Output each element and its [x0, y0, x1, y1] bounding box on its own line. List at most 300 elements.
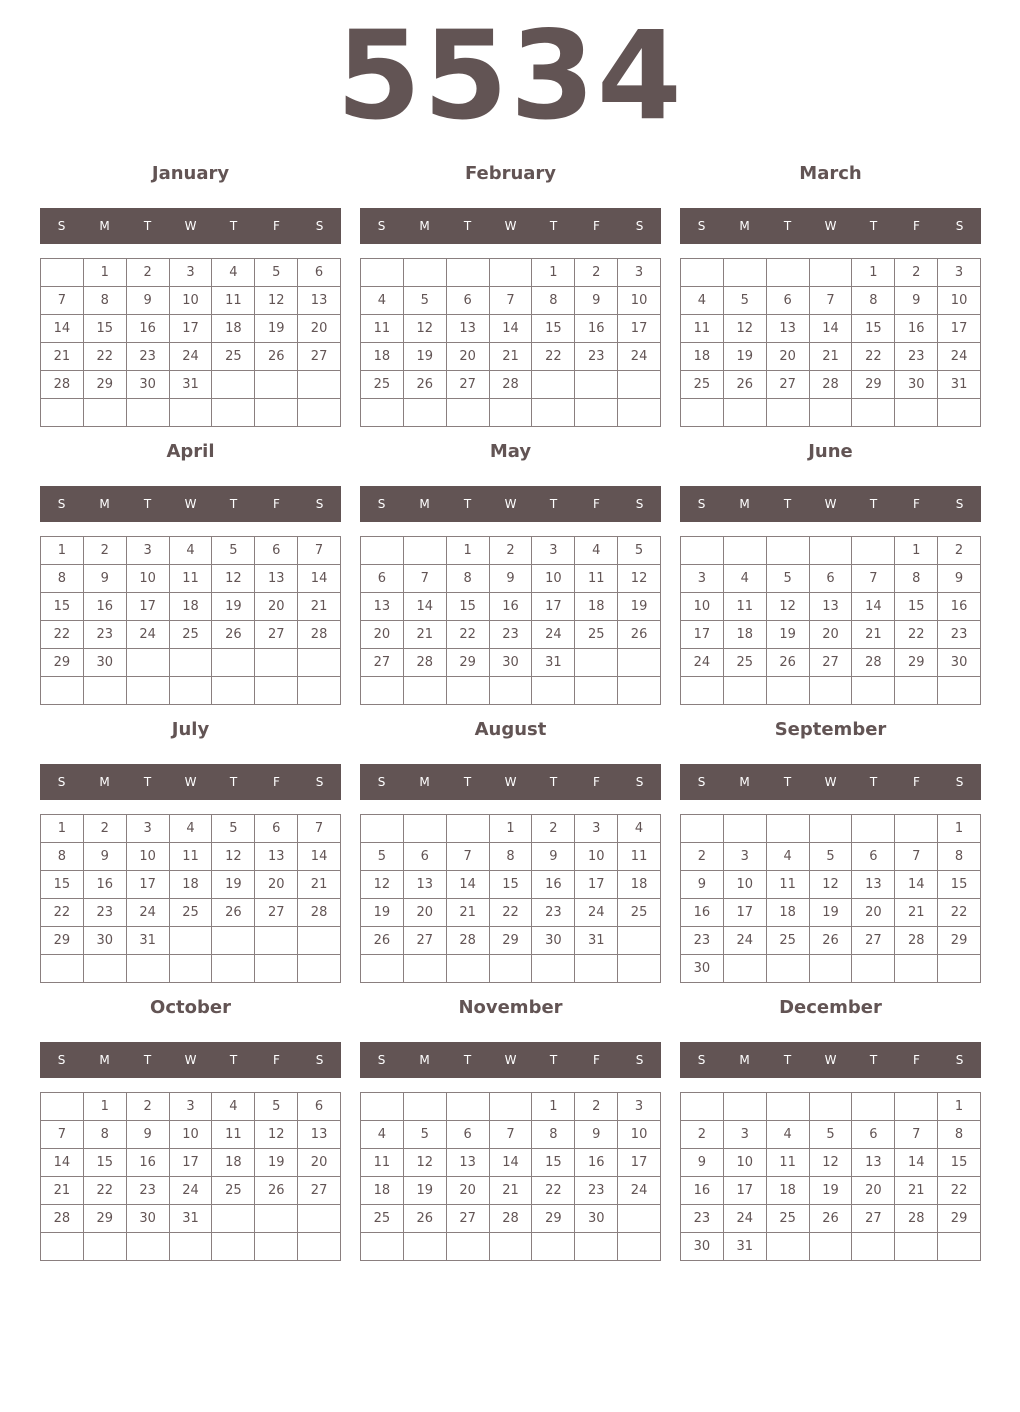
day-cell[interactable]: 26 [212, 621, 255, 649]
day-cell[interactable]: 24 [724, 927, 767, 955]
day-cell[interactable]: 6 [852, 843, 895, 871]
day-cell[interactable]: 20 [361, 621, 404, 649]
day-cell[interactable]: 23 [127, 343, 170, 371]
day-cell[interactable]: 1 [895, 537, 938, 565]
day-cell[interactable]: 13 [361, 593, 404, 621]
day-cell[interactable]: 25 [170, 621, 213, 649]
day-cell[interactable]: 14 [895, 1149, 938, 1177]
day-cell[interactable]: 23 [532, 899, 575, 927]
day-cell[interactable]: 8 [84, 287, 127, 315]
day-cell[interactable]: 19 [255, 1149, 298, 1177]
day-cell[interactable]: 13 [255, 843, 298, 871]
day-cell[interactable]: 22 [490, 899, 533, 927]
day-cell[interactable]: 9 [681, 871, 724, 899]
day-cell[interactable]: 1 [84, 259, 127, 287]
day-cell[interactable]: 9 [532, 843, 575, 871]
day-cell[interactable]: 9 [575, 287, 618, 315]
day-cell[interactable]: 3 [724, 1121, 767, 1149]
day-cell[interactable]: 12 [212, 843, 255, 871]
day-cell[interactable]: 25 [170, 899, 213, 927]
day-cell[interactable]: 6 [255, 537, 298, 565]
day-cell[interactable]: 11 [170, 843, 213, 871]
day-cell[interactable]: 14 [810, 315, 853, 343]
day-cell[interactable]: 16 [575, 1149, 618, 1177]
day-cell[interactable]: 27 [767, 371, 810, 399]
day-cell[interactable]: 10 [681, 593, 724, 621]
day-cell[interactable]: 24 [618, 343, 661, 371]
day-cell[interactable]: 1 [532, 259, 575, 287]
day-cell[interactable]: 22 [852, 343, 895, 371]
day-cell[interactable]: 2 [681, 843, 724, 871]
day-cell[interactable]: 4 [767, 843, 810, 871]
day-cell[interactable]: 12 [404, 315, 447, 343]
day-cell[interactable]: 1 [41, 815, 84, 843]
day-cell[interactable]: 15 [41, 871, 84, 899]
day-cell[interactable]: 5 [212, 815, 255, 843]
day-cell[interactable]: 25 [212, 1177, 255, 1205]
day-cell[interactable]: 9 [84, 565, 127, 593]
day-cell[interactable]: 17 [681, 621, 724, 649]
day-cell[interactable]: 3 [938, 259, 981, 287]
day-cell[interactable]: 29 [852, 371, 895, 399]
day-cell[interactable]: 7 [404, 565, 447, 593]
day-cell[interactable]: 27 [810, 649, 853, 677]
day-cell[interactable]: 8 [41, 565, 84, 593]
day-cell[interactable]: 4 [575, 537, 618, 565]
day-cell[interactable]: 10 [724, 871, 767, 899]
day-cell[interactable]: 7 [298, 815, 341, 843]
day-cell[interactable]: 27 [255, 899, 298, 927]
day-cell[interactable]: 28 [298, 899, 341, 927]
day-cell[interactable]: 16 [575, 315, 618, 343]
day-cell[interactable]: 2 [490, 537, 533, 565]
day-cell[interactable]: 7 [895, 843, 938, 871]
day-cell[interactable]: 12 [618, 565, 661, 593]
day-cell[interactable]: 3 [618, 259, 661, 287]
day-cell[interactable]: 22 [447, 621, 490, 649]
day-cell[interactable]: 15 [447, 593, 490, 621]
day-cell[interactable]: 26 [810, 1205, 853, 1233]
day-cell[interactable]: 22 [895, 621, 938, 649]
day-cell[interactable]: 2 [895, 259, 938, 287]
day-cell[interactable]: 20 [255, 593, 298, 621]
day-cell[interactable]: 6 [298, 1093, 341, 1121]
day-cell[interactable]: 13 [298, 1121, 341, 1149]
day-cell[interactable]: 4 [724, 565, 767, 593]
day-cell[interactable]: 6 [810, 565, 853, 593]
day-cell[interactable]: 17 [532, 593, 575, 621]
day-cell[interactable]: 21 [895, 1177, 938, 1205]
day-cell[interactable]: 18 [681, 343, 724, 371]
day-cell[interactable]: 12 [810, 871, 853, 899]
day-cell[interactable]: 7 [810, 287, 853, 315]
day-cell[interactable]: 6 [852, 1121, 895, 1149]
day-cell[interactable]: 19 [255, 315, 298, 343]
day-cell[interactable]: 9 [575, 1121, 618, 1149]
day-cell[interactable]: 3 [532, 537, 575, 565]
day-cell[interactable]: 16 [895, 315, 938, 343]
day-cell[interactable]: 28 [852, 649, 895, 677]
day-cell[interactable]: 10 [170, 287, 213, 315]
day-cell[interactable]: 13 [447, 315, 490, 343]
day-cell[interactable]: 22 [84, 343, 127, 371]
day-cell[interactable]: 14 [404, 593, 447, 621]
day-cell[interactable]: 20 [852, 1177, 895, 1205]
day-cell[interactable]: 30 [938, 649, 981, 677]
day-cell[interactable]: 1 [938, 1093, 981, 1121]
day-cell[interactable]: 27 [447, 1205, 490, 1233]
day-cell[interactable]: 25 [767, 927, 810, 955]
day-cell[interactable]: 29 [41, 927, 84, 955]
day-cell[interactable]: 8 [895, 565, 938, 593]
day-cell[interactable]: 12 [404, 1149, 447, 1177]
day-cell[interactable]: 19 [810, 899, 853, 927]
day-cell[interactable]: 29 [938, 927, 981, 955]
day-cell[interactable]: 8 [852, 287, 895, 315]
day-cell[interactable]: 3 [618, 1093, 661, 1121]
day-cell[interactable]: 16 [938, 593, 981, 621]
day-cell[interactable]: 9 [681, 1149, 724, 1177]
day-cell[interactable]: 28 [810, 371, 853, 399]
day-cell[interactable]: 12 [767, 593, 810, 621]
day-cell[interactable]: 11 [212, 287, 255, 315]
day-cell[interactable]: 10 [127, 565, 170, 593]
day-cell[interactable]: 6 [298, 259, 341, 287]
day-cell[interactable]: 21 [895, 899, 938, 927]
day-cell[interactable]: 5 [724, 287, 767, 315]
day-cell[interactable]: 23 [895, 343, 938, 371]
day-cell[interactable]: 20 [298, 1149, 341, 1177]
day-cell[interactable]: 17 [170, 1149, 213, 1177]
day-cell[interactable]: 9 [895, 287, 938, 315]
day-cell[interactable]: 30 [127, 371, 170, 399]
day-cell[interactable]: 29 [84, 371, 127, 399]
day-cell[interactable]: 12 [212, 565, 255, 593]
day-cell[interactable]: 11 [681, 315, 724, 343]
day-cell[interactable]: 23 [681, 1205, 724, 1233]
day-cell[interactable]: 26 [724, 371, 767, 399]
day-cell[interactable]: 29 [532, 1205, 575, 1233]
day-cell[interactable]: 6 [404, 843, 447, 871]
day-cell[interactable]: 24 [618, 1177, 661, 1205]
day-cell[interactable]: 14 [41, 1149, 84, 1177]
day-cell[interactable]: 14 [490, 315, 533, 343]
day-cell[interactable]: 20 [404, 899, 447, 927]
day-cell[interactable]: 22 [532, 1177, 575, 1205]
day-cell[interactable]: 5 [810, 843, 853, 871]
day-cell[interactable]: 20 [852, 899, 895, 927]
day-cell[interactable]: 28 [490, 371, 533, 399]
day-cell[interactable]: 26 [361, 927, 404, 955]
day-cell[interactable]: 7 [490, 287, 533, 315]
day-cell[interactable]: 21 [447, 899, 490, 927]
day-cell[interactable]: 8 [938, 1121, 981, 1149]
day-cell[interactable]: 19 [212, 871, 255, 899]
day-cell[interactable]: 27 [298, 1177, 341, 1205]
day-cell[interactable]: 14 [490, 1149, 533, 1177]
day-cell[interactable]: 22 [41, 899, 84, 927]
day-cell[interactable]: 3 [170, 1093, 213, 1121]
day-cell[interactable]: 11 [575, 565, 618, 593]
day-cell[interactable]: 10 [127, 843, 170, 871]
day-cell[interactable]: 11 [361, 1149, 404, 1177]
day-cell[interactable]: 26 [212, 899, 255, 927]
day-cell[interactable]: 30 [575, 1205, 618, 1233]
day-cell[interactable]: 4 [212, 1093, 255, 1121]
day-cell[interactable]: 26 [404, 1205, 447, 1233]
day-cell[interactable]: 27 [852, 927, 895, 955]
day-cell[interactable]: 13 [404, 871, 447, 899]
day-cell[interactable]: 25 [767, 1205, 810, 1233]
day-cell[interactable]: 29 [938, 1205, 981, 1233]
day-cell[interactable]: 21 [298, 593, 341, 621]
day-cell[interactable]: 15 [532, 315, 575, 343]
day-cell[interactable]: 19 [767, 621, 810, 649]
day-cell[interactable]: 10 [618, 287, 661, 315]
day-cell[interactable]: 14 [298, 843, 341, 871]
day-cell[interactable]: 24 [575, 899, 618, 927]
day-cell[interactable]: 19 [404, 343, 447, 371]
day-cell[interactable]: 2 [681, 1121, 724, 1149]
day-cell[interactable]: 24 [724, 1205, 767, 1233]
day-cell[interactable]: 10 [938, 287, 981, 315]
day-cell[interactable]: 5 [618, 537, 661, 565]
day-cell[interactable]: 6 [255, 815, 298, 843]
day-cell[interactable]: 30 [84, 649, 127, 677]
day-cell[interactable]: 2 [938, 537, 981, 565]
day-cell[interactable]: 22 [84, 1177, 127, 1205]
day-cell[interactable]: 15 [895, 593, 938, 621]
day-cell[interactable]: 4 [361, 1121, 404, 1149]
day-cell[interactable]: 14 [41, 315, 84, 343]
day-cell[interactable]: 11 [170, 565, 213, 593]
day-cell[interactable]: 16 [127, 1149, 170, 1177]
day-cell[interactable]: 10 [170, 1121, 213, 1149]
day-cell[interactable]: 18 [170, 871, 213, 899]
day-cell[interactable]: 28 [490, 1205, 533, 1233]
day-cell[interactable]: 14 [895, 871, 938, 899]
day-cell[interactable]: 25 [361, 371, 404, 399]
day-cell[interactable]: 29 [41, 649, 84, 677]
day-cell[interactable]: 14 [298, 565, 341, 593]
day-cell[interactable]: 24 [127, 621, 170, 649]
day-cell[interactable]: 26 [255, 1177, 298, 1205]
day-cell[interactable]: 18 [575, 593, 618, 621]
day-cell[interactable]: 13 [852, 1149, 895, 1177]
day-cell[interactable]: 30 [681, 955, 724, 983]
day-cell[interactable]: 1 [938, 815, 981, 843]
day-cell[interactable]: 3 [724, 843, 767, 871]
day-cell[interactable]: 8 [532, 287, 575, 315]
day-cell[interactable]: 20 [447, 343, 490, 371]
day-cell[interactable]: 1 [532, 1093, 575, 1121]
day-cell[interactable]: 29 [490, 927, 533, 955]
day-cell[interactable]: 18 [361, 1177, 404, 1205]
day-cell[interactable]: 1 [490, 815, 533, 843]
day-cell[interactable]: 16 [490, 593, 533, 621]
day-cell[interactable]: 17 [170, 315, 213, 343]
day-cell[interactable]: 5 [404, 1121, 447, 1149]
day-cell[interactable]: 20 [447, 1177, 490, 1205]
day-cell[interactable]: 5 [810, 1121, 853, 1149]
day-cell[interactable]: 2 [532, 815, 575, 843]
day-cell[interactable]: 27 [298, 343, 341, 371]
day-cell[interactable]: 31 [938, 371, 981, 399]
day-cell[interactable]: 11 [361, 315, 404, 343]
day-cell[interactable]: 5 [404, 287, 447, 315]
day-cell[interactable]: 12 [255, 287, 298, 315]
day-cell[interactable]: 13 [810, 593, 853, 621]
day-cell[interactable]: 7 [298, 537, 341, 565]
day-cell[interactable]: 30 [490, 649, 533, 677]
day-cell[interactable]: 17 [618, 1149, 661, 1177]
day-cell[interactable]: 17 [127, 871, 170, 899]
day-cell[interactable]: 21 [41, 343, 84, 371]
day-cell[interactable]: 20 [298, 315, 341, 343]
day-cell[interactable]: 16 [532, 871, 575, 899]
day-cell[interactable]: 27 [255, 621, 298, 649]
day-cell[interactable]: 11 [212, 1121, 255, 1149]
day-cell[interactable]: 23 [127, 1177, 170, 1205]
day-cell[interactable]: 24 [127, 899, 170, 927]
day-cell[interactable]: 15 [852, 315, 895, 343]
day-cell[interactable]: 9 [127, 287, 170, 315]
day-cell[interactable]: 26 [255, 343, 298, 371]
day-cell[interactable]: 24 [938, 343, 981, 371]
day-cell[interactable]: 7 [490, 1121, 533, 1149]
day-cell[interactable]: 12 [724, 315, 767, 343]
day-cell[interactable]: 16 [681, 899, 724, 927]
day-cell[interactable]: 2 [575, 259, 618, 287]
day-cell[interactable]: 18 [212, 1149, 255, 1177]
day-cell[interactable]: 4 [767, 1121, 810, 1149]
day-cell[interactable]: 3 [575, 815, 618, 843]
day-cell[interactable]: 25 [575, 621, 618, 649]
day-cell[interactable]: 10 [532, 565, 575, 593]
day-cell[interactable]: 5 [767, 565, 810, 593]
day-cell[interactable]: 11 [618, 843, 661, 871]
day-cell[interactable]: 4 [361, 287, 404, 315]
day-cell[interactable]: 25 [361, 1205, 404, 1233]
day-cell[interactable]: 28 [895, 1205, 938, 1233]
day-cell[interactable]: 15 [84, 315, 127, 343]
day-cell[interactable]: 1 [852, 259, 895, 287]
day-cell[interactable]: 11 [724, 593, 767, 621]
day-cell[interactable]: 19 [810, 1177, 853, 1205]
day-cell[interactable]: 31 [724, 1233, 767, 1261]
day-cell[interactable]: 27 [404, 927, 447, 955]
day-cell[interactable]: 30 [895, 371, 938, 399]
day-cell[interactable]: 20 [810, 621, 853, 649]
day-cell[interactable]: 15 [41, 593, 84, 621]
day-cell[interactable]: 10 [724, 1149, 767, 1177]
day-cell[interactable]: 28 [298, 621, 341, 649]
day-cell[interactable]: 18 [170, 593, 213, 621]
day-cell[interactable]: 15 [938, 1149, 981, 1177]
day-cell[interactable]: 7 [41, 1121, 84, 1149]
day-cell[interactable]: 16 [681, 1177, 724, 1205]
day-cell[interactable]: 15 [84, 1149, 127, 1177]
day-cell[interactable]: 17 [618, 315, 661, 343]
day-cell[interactable]: 3 [681, 565, 724, 593]
day-cell[interactable]: 1 [84, 1093, 127, 1121]
day-cell[interactable]: 18 [767, 1177, 810, 1205]
day-cell[interactable]: 21 [810, 343, 853, 371]
day-cell[interactable]: 31 [170, 1205, 213, 1233]
day-cell[interactable]: 13 [255, 565, 298, 593]
day-cell[interactable]: 17 [724, 899, 767, 927]
day-cell[interactable]: 9 [127, 1121, 170, 1149]
day-cell[interactable]: 13 [298, 287, 341, 315]
day-cell[interactable]: 11 [767, 1149, 810, 1177]
day-cell[interactable]: 5 [212, 537, 255, 565]
day-cell[interactable]: 21 [490, 343, 533, 371]
day-cell[interactable]: 26 [404, 371, 447, 399]
day-cell[interactable]: 29 [447, 649, 490, 677]
day-cell[interactable]: 6 [447, 287, 490, 315]
day-cell[interactable]: 2 [575, 1093, 618, 1121]
day-cell[interactable]: 30 [532, 927, 575, 955]
day-cell[interactable]: 21 [490, 1177, 533, 1205]
day-cell[interactable]: 16 [84, 593, 127, 621]
day-cell[interactable]: 27 [361, 649, 404, 677]
day-cell[interactable]: 6 [361, 565, 404, 593]
day-cell[interactable]: 18 [767, 899, 810, 927]
day-cell[interactable]: 21 [404, 621, 447, 649]
day-cell[interactable]: 27 [447, 371, 490, 399]
day-cell[interactable]: 23 [84, 899, 127, 927]
day-cell[interactable]: 23 [490, 621, 533, 649]
day-cell[interactable]: 3 [127, 537, 170, 565]
day-cell[interactable]: 28 [895, 927, 938, 955]
day-cell[interactable]: 3 [170, 259, 213, 287]
day-cell[interactable]: 4 [170, 815, 213, 843]
day-cell[interactable]: 2 [84, 815, 127, 843]
day-cell[interactable]: 16 [84, 871, 127, 899]
day-cell[interactable]: 24 [170, 1177, 213, 1205]
day-cell[interactable]: 21 [41, 1177, 84, 1205]
day-cell[interactable]: 13 [447, 1149, 490, 1177]
day-cell[interactable]: 13 [767, 315, 810, 343]
day-cell[interactable]: 24 [681, 649, 724, 677]
day-cell[interactable]: 7 [447, 843, 490, 871]
day-cell[interactable]: 24 [532, 621, 575, 649]
day-cell[interactable]: 24 [170, 343, 213, 371]
day-cell[interactable]: 21 [298, 871, 341, 899]
day-cell[interactable]: 25 [212, 343, 255, 371]
day-cell[interactable]: 26 [810, 927, 853, 955]
day-cell[interactable]: 18 [618, 871, 661, 899]
day-cell[interactable]: 23 [938, 621, 981, 649]
day-cell[interactable]: 31 [575, 927, 618, 955]
day-cell[interactable]: 7 [852, 565, 895, 593]
day-cell[interactable]: 22 [41, 621, 84, 649]
day-cell[interactable]: 8 [41, 843, 84, 871]
day-cell[interactable]: 31 [532, 649, 575, 677]
day-cell[interactable]: 10 [575, 843, 618, 871]
day-cell[interactable]: 22 [532, 343, 575, 371]
day-cell[interactable]: 29 [84, 1205, 127, 1233]
day-cell[interactable]: 23 [84, 621, 127, 649]
day-cell[interactable]: 20 [767, 343, 810, 371]
day-cell[interactable]: 19 [724, 343, 767, 371]
day-cell[interactable]: 8 [84, 1121, 127, 1149]
day-cell[interactable]: 8 [938, 843, 981, 871]
day-cell[interactable]: 9 [84, 843, 127, 871]
day-cell[interactable]: 28 [447, 927, 490, 955]
day-cell[interactable]: 13 [852, 871, 895, 899]
day-cell[interactable]: 7 [895, 1121, 938, 1149]
